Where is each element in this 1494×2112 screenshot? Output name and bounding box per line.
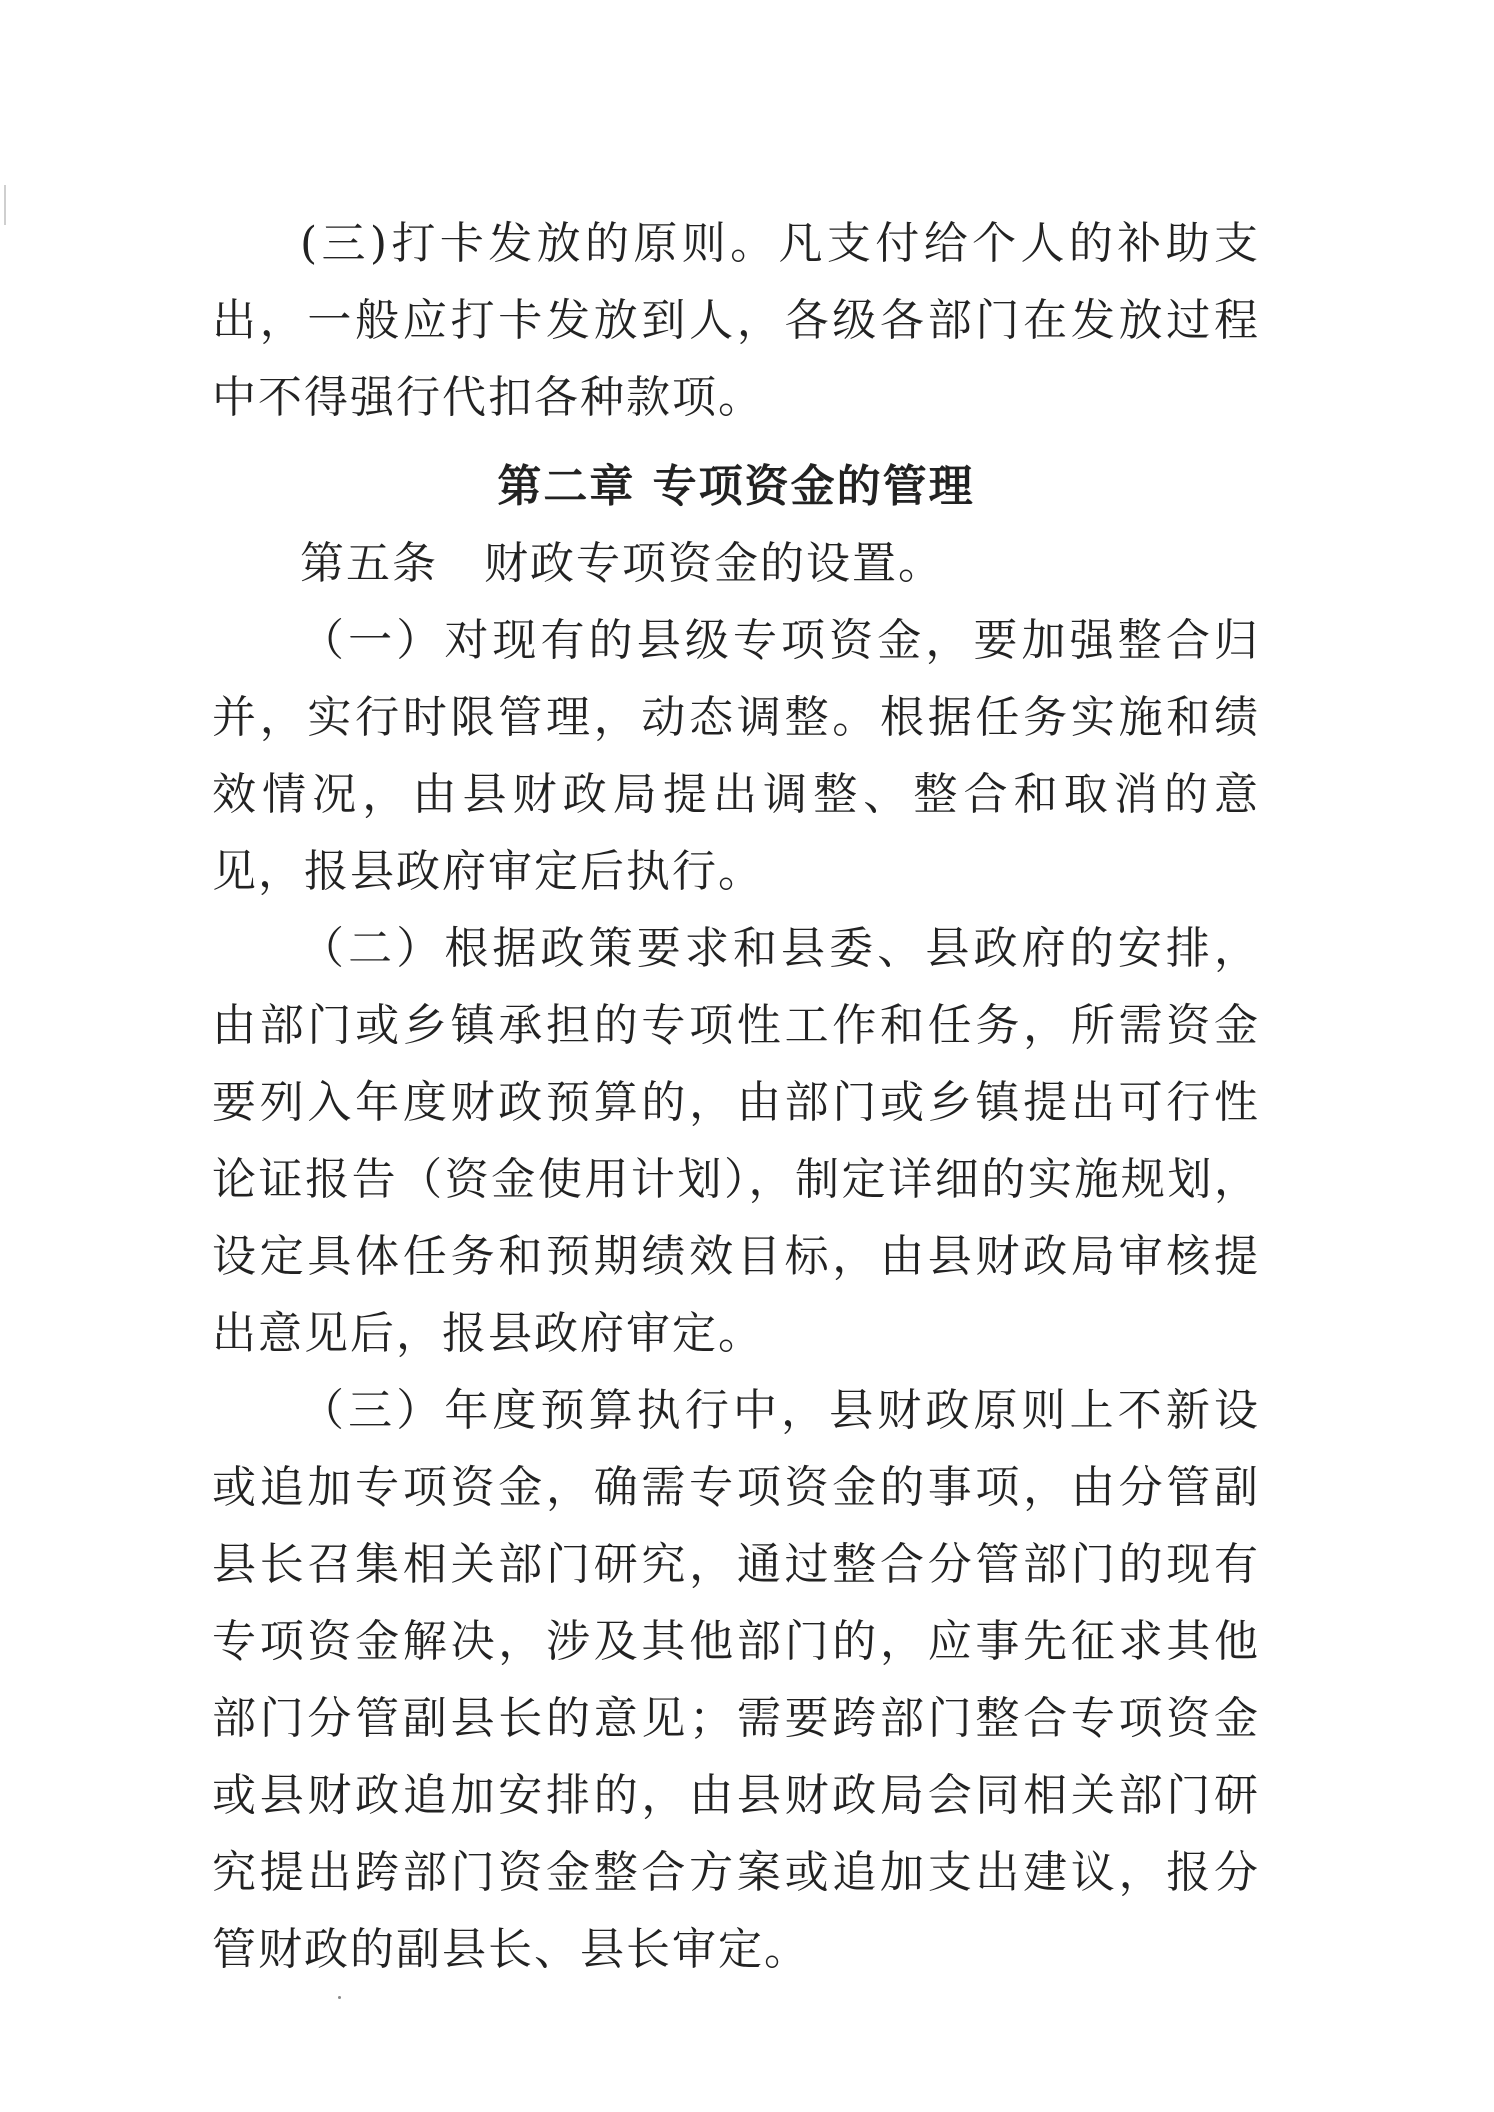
article-block bbox=[212, 525, 1260, 1988]
scan-dot bbox=[338, 1996, 341, 1999]
article-item-1: （一）对现有的县级专项资金，要加强整合归并，实行时限管理，动态调整。根据任务实施和绩效情况，由县财政局提出调整、整合和取消的意见，报县政府审定后执行。 bbox=[212, 615, 1260, 897]
article-item-2: （二）根据政策要求和县委、县政府的安排，由部门或乡镇承担的专项性工作和任务，所需资金要列入年度财政预算的，由部门或乡镇提出可行性论证报告（资金使用计划），制定详细的实施规划，设定具体任务和预期绩效目标，由县财政局审核提出意见后，报县政府审定。 bbox=[212, 923, 1260, 1359]
chapter-heading: 第二章 专项资金的管理 bbox=[497, 461, 975, 512]
intro-block bbox=[212, 205, 1260, 436]
paragraph-card-payment-principle: (三)打卡发放的原则。凡支付给个人的补助支出，一般应打卡发放到人，各级各部门在发放过程中不得强行代扣各种款项。 bbox=[212, 218, 1260, 423]
article-item-3: （三）年度预算执行中，县财政原则上不新设或追加专项资金，确需专项资金的事项，由分管副县长召集相关部门研究，通过整合分管部门的现有专项资金解决，涉及其他部门的，应事先征求其他部门分管副县长的意见；需要跨部门整合专项资金或县财政追加安排的，由县财政局会同相关部门研究提出跨部门资金整合方案或追加支出建议，报分管财政的副县长、县长审定。 bbox=[212, 1385, 1260, 1975]
article-title: 第五条 财政专项资金的设置。 bbox=[300, 538, 944, 589]
scan-edge-mark bbox=[4, 185, 6, 225]
